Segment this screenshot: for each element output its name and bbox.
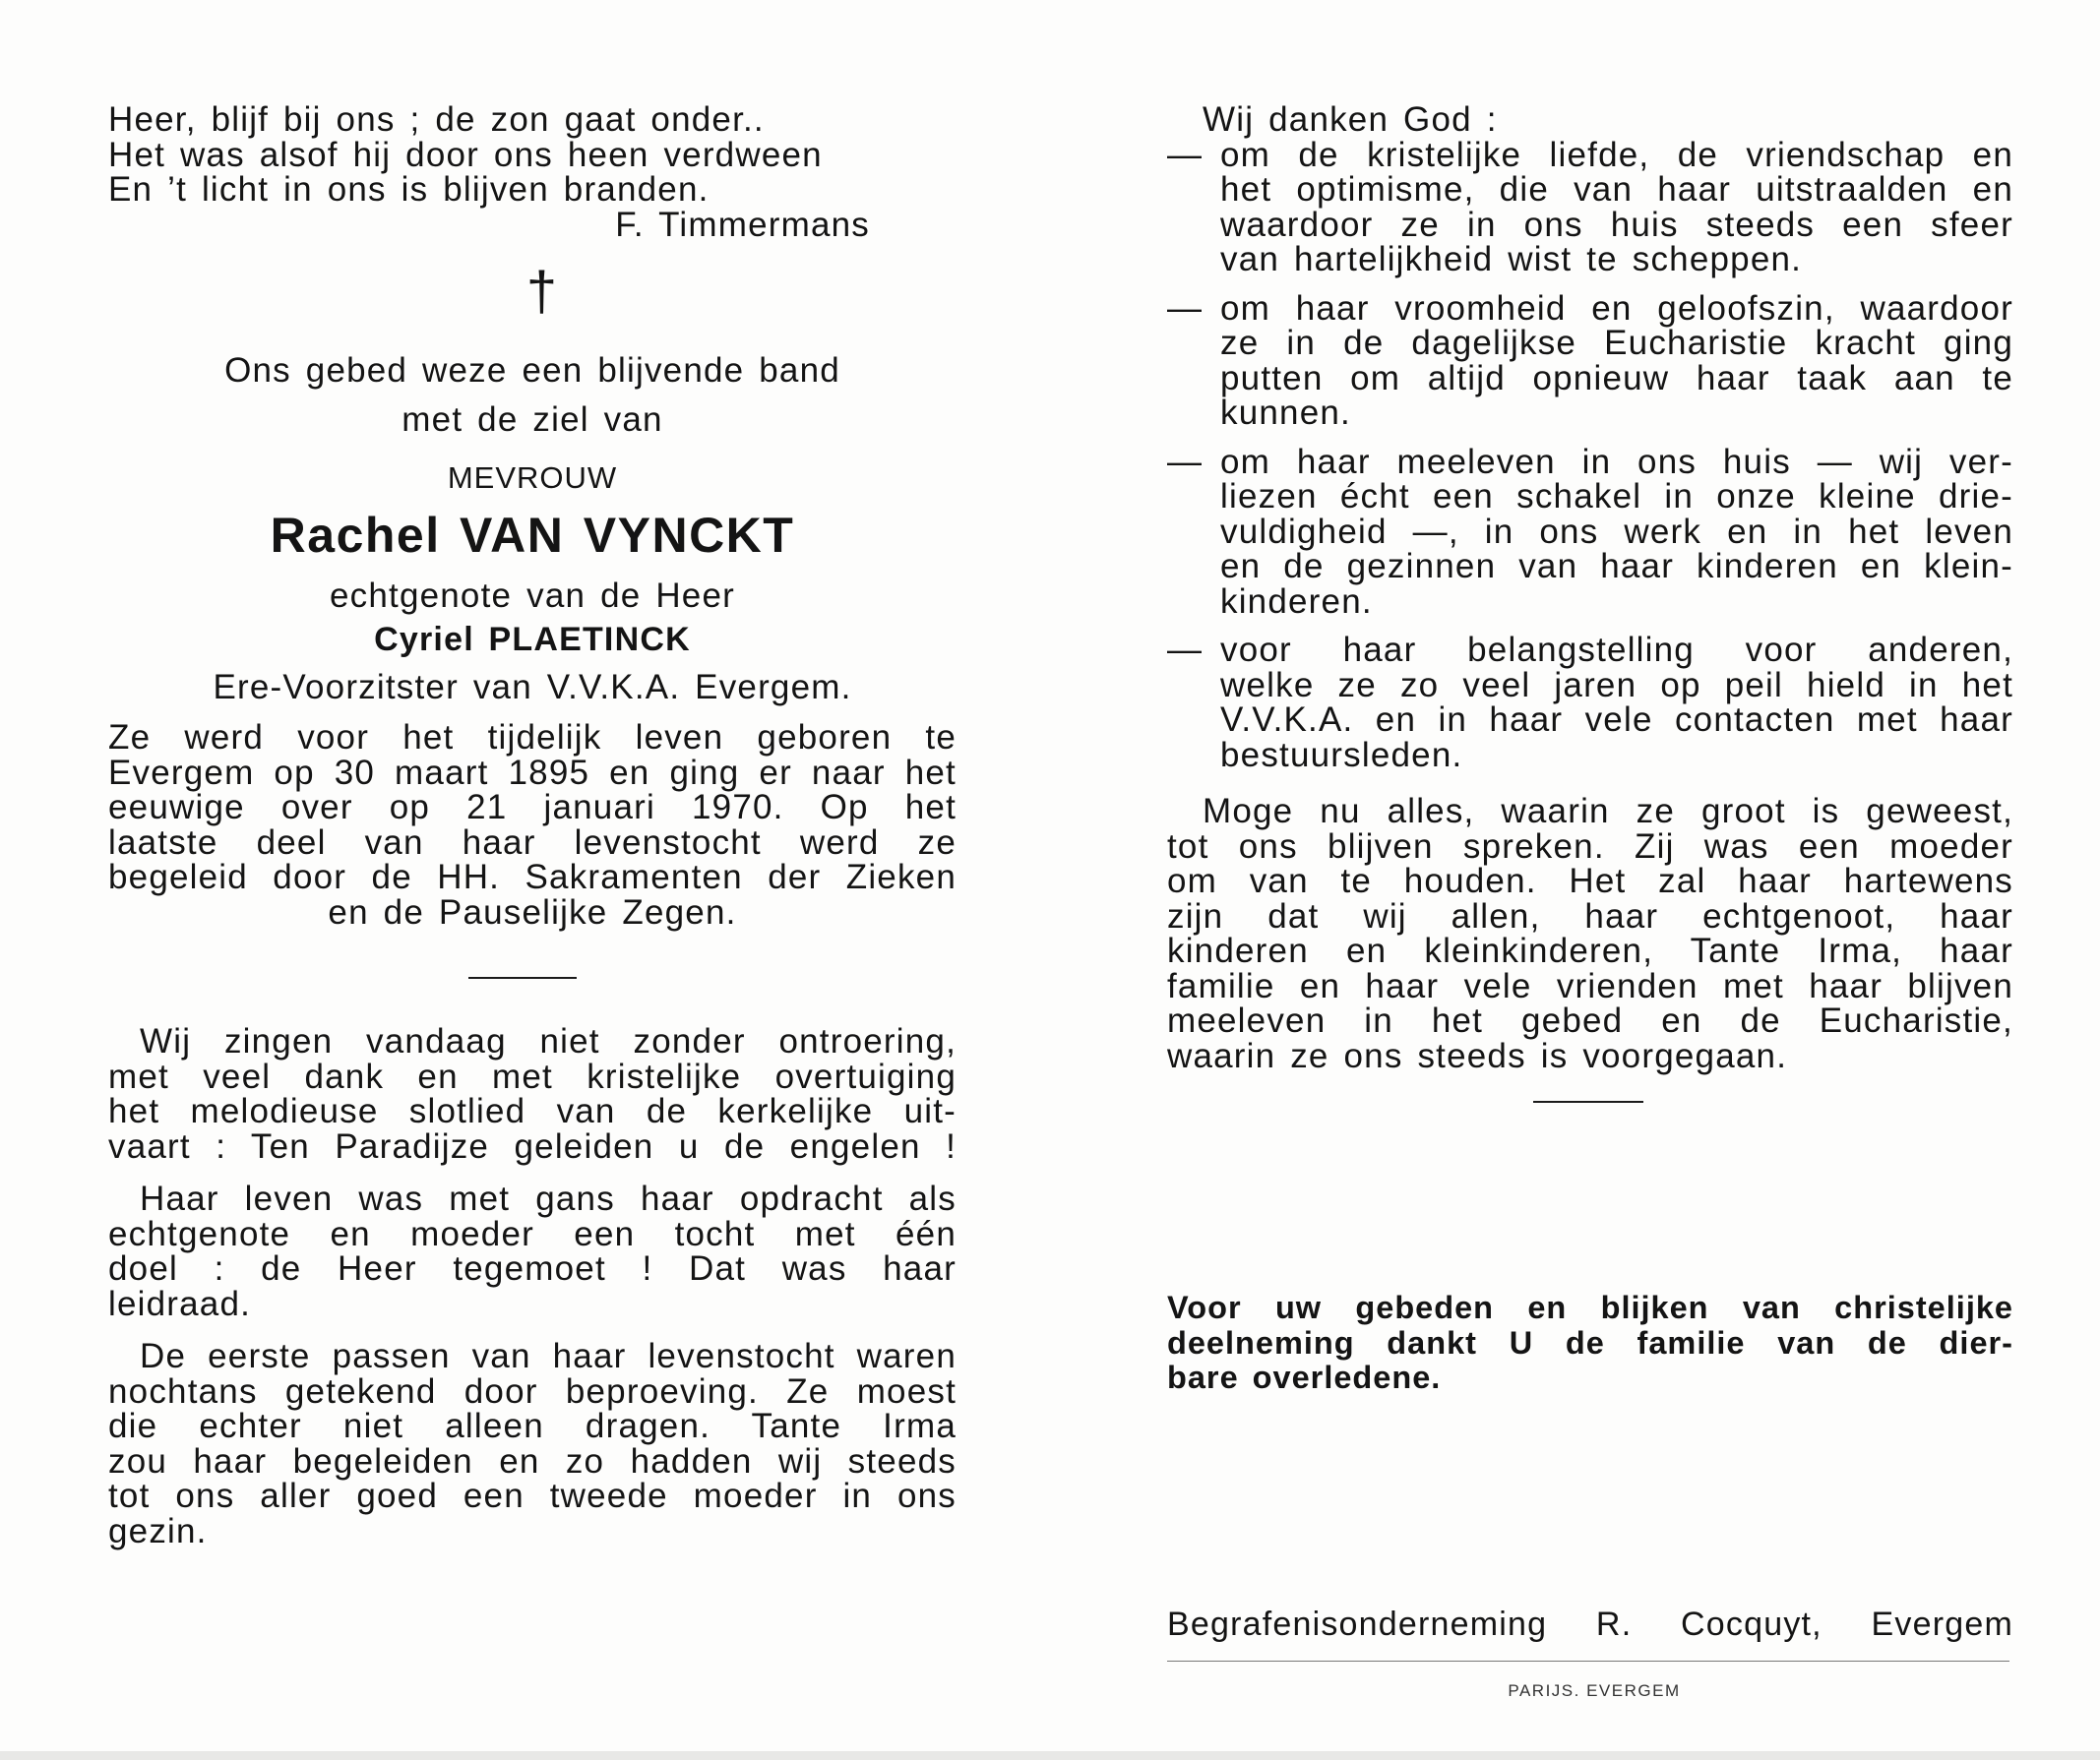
gratitude-item <box>1167 135 2013 278</box>
dash-icon: — <box>1167 442 1204 481</box>
biography <box>108 720 957 930</box>
poem-line: En ’t licht in ons is blijven branden. <box>108 170 710 209</box>
card-edge <box>0 1751 2100 1760</box>
closing-line: waarin ze ons steeds is voorgegaan. <box>1167 1036 1788 1075</box>
paragraph-life <box>108 1182 957 1321</box>
paragraph-line: echtgenote en moeder een tocht met één <box>108 1214 957 1253</box>
paragraph-line: leidraad. <box>108 1284 252 1323</box>
paragraph-song <box>108 1024 957 1164</box>
thanks-line: deelneming dankt U de familie van de dier- <box>1167 1324 2013 1361</box>
printer-imprint: PARIJS. EVERGEM <box>1508 1681 1681 1700</box>
gratitude-line: bestuursleden. <box>1220 735 1463 774</box>
prayer-intro-line: met de ziel van <box>401 400 663 439</box>
paragraph-line: die echter niet alleen dragen. Tante Irma <box>108 1407 957 1445</box>
poem-author: F. Timmermans <box>615 205 870 244</box>
right-column <box>1167 102 2013 1103</box>
paragraph-line: Wij zingen vandaag niet zonder ontroering, <box>140 1022 957 1061</box>
closing-line: familie en haar vele vrienden met haar blijven <box>1167 966 2013 1005</box>
paragraph-line: vaart : Ten Paradijze geleiden u de engelen ! <box>108 1126 957 1166</box>
gratitude-line: putten om altijd opnieuw haar taak aan te <box>1220 358 2013 397</box>
paragraph-line: doel : de Heer tegemoet ! Dat was haar <box>108 1249 957 1288</box>
closing-line: kinderen en kleinkinderen, Tante Irma, haar <box>1167 932 2013 970</box>
gratitude-line: voor haar belangstelling voor anderen, <box>1220 631 2013 669</box>
gratitude-line: kunnen. <box>1220 394 1351 432</box>
spouse-intro: echtgenote van de Heer <box>329 577 735 615</box>
gratitude-line: welke ze zo veel jaren op peil hield in het <box>1220 665 2013 704</box>
dash-icon: — <box>1167 288 1204 328</box>
divider <box>1533 1101 1643 1103</box>
paragraph-line: Haar leven was met gans haar opdracht als <box>140 1180 957 1218</box>
gratitude-line: het optimisme, die van haar uitstraalden en <box>1220 170 2013 209</box>
left-column <box>108 102 957 1548</box>
cross-icon: † <box>525 260 559 322</box>
deceased-name: Rachel VAN VYNCKT <box>270 508 795 563</box>
dash-icon: — <box>1167 631 1204 669</box>
biography-line: en de Pauselijke Zegen. <box>328 892 737 932</box>
biography-line: Ze werd voor het tijdelijk leven geboren te <box>108 718 957 757</box>
paragraph-line: zou haar begeleiden en zo hadden wij steeds <box>108 1441 957 1481</box>
gratitude-line: om haar vroomheid en geloofszin, waardoor <box>1220 288 2013 328</box>
paragraph-line: gezin. <box>108 1511 208 1550</box>
closing-line: Moge nu alles, waarin ze groot is geweest, <box>1203 792 2013 830</box>
paragraph-line: het melodieuse slotlied van de kerkelijke uit- <box>108 1092 957 1130</box>
biography-line: laatste deel van haar levenstocht werd ze <box>108 822 957 862</box>
biography-line: Evergem op 30 maart 1895 en ging er naar het <box>108 753 957 792</box>
paragraph-line: tot ons aller goed een tweede moeder in ons <box>108 1477 957 1515</box>
deceased-title: MEVROUW <box>447 460 618 495</box>
poem <box>108 102 957 242</box>
poem-line: Het was alsof hij door ons heen verdween <box>108 135 823 174</box>
gratitude-line: ze in de dagelijkse Eucharistie kracht ging <box>1220 324 2013 362</box>
gratitude-item <box>1167 288 2013 432</box>
gratitude-list <box>1167 135 2013 774</box>
paragraph-line: nochtans getekend door beproeving. Ze moest <box>108 1371 957 1411</box>
paragraph-trials <box>108 1339 957 1548</box>
prayer-intro-line: Ons gebed weze een blijvende band <box>224 351 840 390</box>
dash-icon: — <box>1167 135 1204 174</box>
gratitude-item <box>1167 633 2013 772</box>
thanks-note <box>1167 1291 2013 1396</box>
closing-line: meeleven in het gebed en de Eucharistie, <box>1167 1001 2013 1040</box>
honorary-title: Ere-Voorzitster van V.V.K.A. Evergem. <box>213 668 852 706</box>
prayer-intro <box>108 346 957 445</box>
closing-paragraph <box>1167 794 2013 1073</box>
gratitude-line: en de gezinnen van haar kinderen en klein- <box>1220 547 2013 585</box>
gratitude-line: V.V.K.A. en in haar vele contacten met haar <box>1220 700 2013 739</box>
divider <box>468 977 577 979</box>
paragraph-line: De eerste passen van haar levenstocht waren <box>140 1337 957 1375</box>
footer-rule <box>1167 1661 2009 1662</box>
gratitude-line: liezen écht een schakel in onze kleine drie- <box>1220 477 2013 516</box>
thanks-line: Voor uw gebeden en blijken van christelijke <box>1167 1290 2013 1325</box>
closing-line: om van te houden. Het zal haar hartewens <box>1167 862 2013 900</box>
biography-line: begeleid door de HH. Sakramenten der Zieken <box>108 858 957 896</box>
gratitude-line: van hartelijkheid wist te scheppen. <box>1220 240 1803 278</box>
closing-line: tot ons blijven spreken. Zij was een moeder <box>1167 826 2013 866</box>
gratitude-line: om haar meeleven in ons huis — wij ver- <box>1220 442 2013 481</box>
spouse-name: Cyriel PLAETINCK <box>374 621 691 658</box>
undertaker: Begrafenisonderneming R. Cocquyt, Evergem <box>1167 1606 2013 1643</box>
gratitude-line: vuldigheid —, in ons werk en in het leven <box>1220 512 2013 551</box>
gratitude-line: kinderen. <box>1220 581 1373 621</box>
gratitude-line: om de kristelijke liefde, de vriendschap en <box>1220 135 2013 174</box>
biography-line: eeuwige over op 21 januari 1970. Op het <box>108 788 957 826</box>
gratitude-line: waardoor ze in ons huis steeds een sfeer <box>1220 205 2013 244</box>
thanks-line: bare overledene. <box>1167 1360 1442 1395</box>
gratitude-item <box>1167 442 2013 621</box>
paragraph-line: met veel dank en met kristelijke overtuiging <box>108 1057 957 1096</box>
poem-line: Heer, blijf bij ons ; de zon gaat onder.. <box>108 100 765 139</box>
closing-line: zijn dat wij allen, haar echtgenoot, haar <box>1167 896 2013 936</box>
gratitude-heading: Wij danken God : <box>1203 100 1498 139</box>
